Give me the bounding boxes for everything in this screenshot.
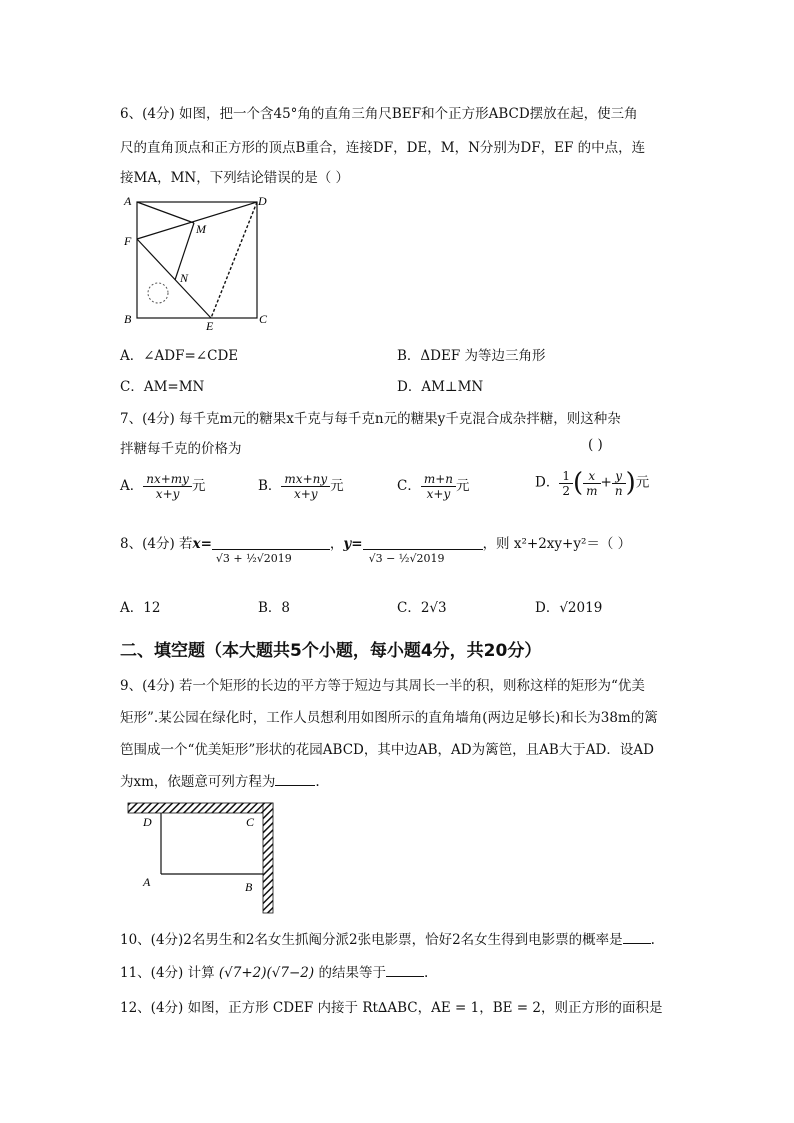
q6-label-f: F bbox=[124, 234, 132, 248]
q8-x-denominator: √3 + ½√2019 bbox=[215, 552, 292, 565]
q10-end: . bbox=[650, 932, 655, 948]
q11-expression: (√7+2)(√7−2) bbox=[218, 965, 315, 981]
q8-eq-y: = bbox=[351, 536, 363, 552]
q8-option-d: D．√2019 bbox=[535, 600, 603, 616]
q7-option-b-label: B． bbox=[258, 478, 282, 494]
q8-option-a: A．12 bbox=[120, 600, 161, 616]
q6-label-d: D bbox=[258, 194, 267, 208]
q7-option-d: D． $\frac{1}{2}$ ( $\frac{x}{m}$ + $\frac{y}{n}$ )元 bbox=[535, 468, 650, 498]
q6-line1: 6、(4分) 如图，把一个含45°角的直角三角尺BEF和个正方形ABCD摆放在起，使三角 bbox=[120, 106, 638, 122]
q10-answer-blank bbox=[623, 943, 651, 944]
q6-label-m: M bbox=[196, 222, 206, 236]
q7-line2: 拌糖每千克的价格为 bbox=[120, 441, 242, 457]
q11-end: . bbox=[423, 965, 429, 981]
q7-option-a-label: A． bbox=[120, 478, 144, 494]
q9-label-a: A bbox=[143, 875, 151, 889]
q7-line1: 7、(4分) 每千克m元的糖果x千克与每千克n元的糖果y千克混合成杂拌糖，则这种杂 bbox=[120, 411, 621, 427]
q6-line3: 接MA，MN，下列结论错误的是（ ） bbox=[120, 170, 349, 186]
q7-option-c-label: C． bbox=[397, 478, 421, 494]
q6-option-d: D．AM⊥MN bbox=[397, 379, 484, 395]
q8-stem bbox=[120, 532, 632, 565]
section-2-heading: 二、填空题（本大题共5个小题，每小题4分，共20分） bbox=[120, 641, 542, 661]
q7-option-b bbox=[258, 472, 344, 501]
q9-figure bbox=[125, 800, 280, 918]
q10-text: 10、(4分)2名男生和2名女生抓阄分派2张电影票，恰好2名女生得到电影票的概率是 bbox=[120, 932, 623, 948]
q8-y-denominator: √3 − ½√2019 bbox=[368, 552, 445, 565]
q7-d-half-denominator: 2 bbox=[562, 483, 570, 498]
q9-label-c: C bbox=[246, 815, 255, 829]
q7-b-denominator: x+y bbox=[293, 487, 318, 501]
q6-label-c: C bbox=[259, 312, 268, 326]
q7-d-half-numerator: 1 bbox=[559, 469, 573, 484]
q8-prefix: 8、(4分) 若 bbox=[120, 536, 193, 552]
q9-line4-text: 为xm，依题意可列方程为 bbox=[120, 774, 276, 790]
q8-comma: ， bbox=[329, 536, 344, 552]
q9-answer-blank bbox=[275, 785, 315, 786]
q6-option-a: A．∠ADF=∠CDE bbox=[120, 348, 239, 364]
q11-prefix: 11、(4分) 计算 bbox=[120, 965, 215, 981]
q9-line2: 矩形”.某公园在绿化时，工作人员想利用如图所示的直角墙角(两边足够长)和长为38m的篱 bbox=[120, 710, 658, 726]
q11-line bbox=[120, 961, 428, 981]
q8-tail: ，则 x²+2xy+y²＝（ ） bbox=[482, 536, 632, 552]
q7-d-unit: 元 bbox=[635, 474, 650, 491]
q7-d-b-denominator: n bbox=[614, 483, 623, 498]
q9-line4-end: . bbox=[315, 774, 320, 790]
q8-y: y bbox=[343, 536, 352, 552]
q7-c-numerator: m+n bbox=[421, 472, 456, 487]
q7-a-denominator: x+y bbox=[155, 487, 180, 501]
q9-line1: 9、(4分) 若一个矩形的长边的平方等于短边与其周长一半的积，则称这样的矩形为“优美 bbox=[120, 678, 645, 694]
q8-option-c: C．2√3 bbox=[397, 600, 447, 616]
q6-label-n: N bbox=[180, 271, 189, 285]
q8-option-b: B．8 bbox=[258, 600, 291, 616]
q10-line bbox=[120, 928, 655, 948]
q6-label-b: B bbox=[124, 312, 132, 326]
q6-label-e: E bbox=[206, 319, 214, 332]
q7-d-plus: + bbox=[600, 474, 612, 491]
q9-label-d: D bbox=[143, 815, 152, 829]
q7-answer-paren: ( ) bbox=[588, 437, 603, 453]
q9-line3: 笆围成一个“优美矩形”形状的花园ABCD，其中边AB，AD为篱笆，且AB大于AD．设AD bbox=[120, 742, 654, 758]
q6-figure bbox=[118, 192, 278, 332]
q6-option-c: C．AM=MN bbox=[120, 379, 205, 395]
q7-d-a-numerator: x bbox=[583, 469, 600, 484]
q7-option-c bbox=[397, 472, 470, 501]
q6-option-b: B．ΔDEF 为等边三角形 bbox=[397, 348, 546, 364]
q7-a-numerator: nx+my bbox=[143, 472, 192, 487]
q7-a-unit: 元 bbox=[191, 478, 206, 494]
q9-line4 bbox=[120, 770, 320, 790]
q8-eq-x: = bbox=[200, 536, 212, 552]
q6-label-a: A bbox=[124, 194, 132, 208]
q7-option-a bbox=[120, 472, 205, 501]
q11-suffix: 的结果等于 bbox=[318, 965, 386, 981]
q8-x: x bbox=[192, 536, 201, 552]
q7-d-b-numerator: y bbox=[612, 469, 626, 484]
q11-answer-blank bbox=[386, 976, 424, 977]
q12-line: 12、(4分) 如图，正方形 CDEF 内接于 Rt∆ABC，AE = 1，BE = 2，则正方形的面积是 bbox=[120, 1000, 663, 1016]
q7-c-denominator: x+y bbox=[426, 487, 451, 501]
q7-d-a-denominator: m bbox=[586, 483, 598, 498]
q6-line2: 尺的直角顶点和正方形的顶点B重合，连接DF，DE，M，N分别为DF，EF 的中点，连 bbox=[120, 140, 646, 156]
q7-b-numerator: mx+ny bbox=[281, 472, 330, 487]
q7-b-unit: 元 bbox=[330, 478, 344, 494]
q7-c-unit: 元 bbox=[456, 478, 470, 494]
q7-option-d-label: D． bbox=[535, 474, 560, 491]
q9-label-b: B bbox=[245, 880, 253, 894]
